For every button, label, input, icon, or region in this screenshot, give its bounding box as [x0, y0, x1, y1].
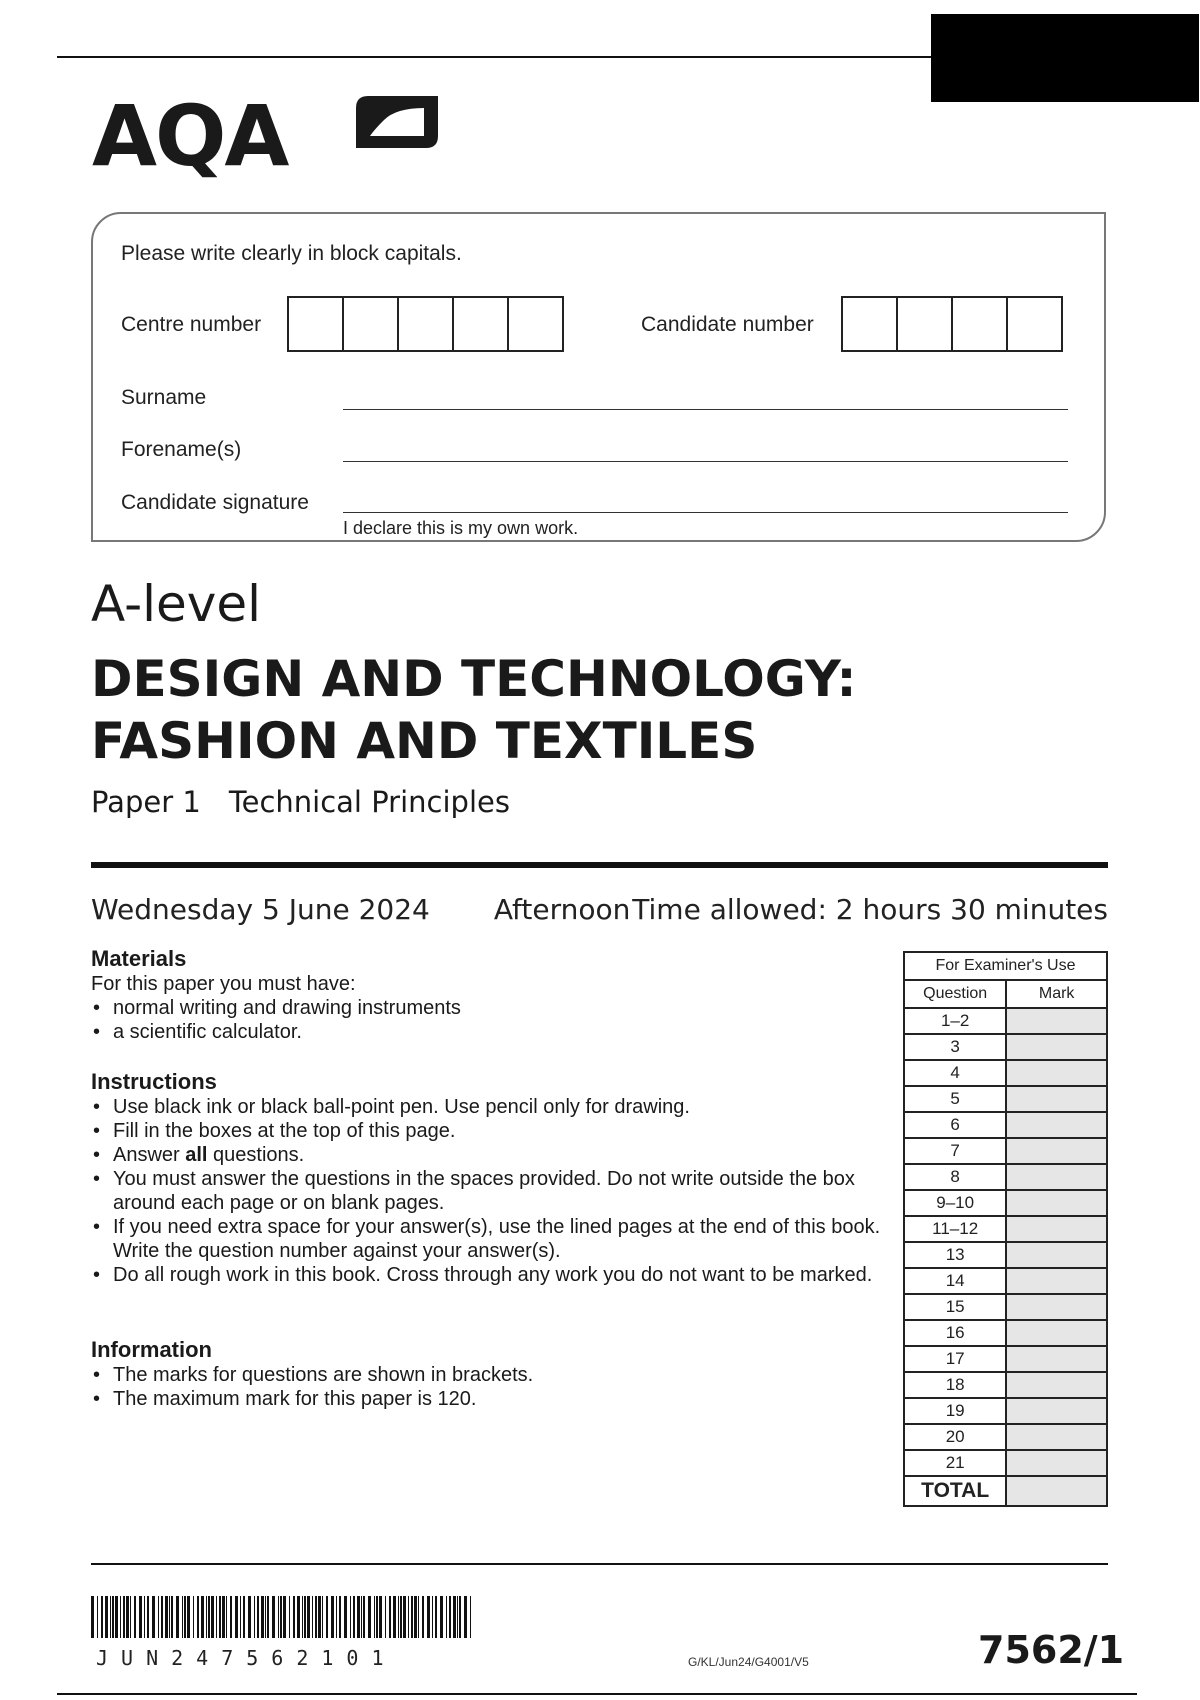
table-row [904, 1034, 1107, 1060]
barcode-bar [315, 1596, 317, 1638]
barcode-bar [302, 1596, 303, 1638]
mark-cell[interactable] [1006, 1138, 1107, 1164]
question-number-cell: 8 [904, 1164, 1006, 1190]
mark-cell[interactable] [1006, 1320, 1107, 1346]
barcode-bar [176, 1596, 179, 1638]
barcode-bar [171, 1596, 173, 1638]
redaction-block [931, 14, 1199, 102]
question-number-cell: 13 [904, 1242, 1006, 1268]
exam-date: Wednesday 5 June 2024 [91, 893, 430, 926]
question-number-cell: 9–10 [904, 1190, 1006, 1216]
barcode-bar [453, 1596, 456, 1638]
barcode-bar [226, 1596, 227, 1638]
information-section [91, 1337, 881, 1411]
bottom-rule [57, 1693, 1137, 1695]
list-item: • Use black ink or black ball-point pen. Use pencil only for drawing. [91, 1095, 881, 1119]
barcode-bar [344, 1596, 347, 1638]
barcode-bar [293, 1596, 295, 1638]
barcode-bar [161, 1596, 163, 1638]
list-item: • If you need extra space for your answer(s), use the lined pages at the end of this book. Write the question number against your answer(s). [91, 1215, 881, 1263]
table-row [904, 1086, 1107, 1112]
barcode-bar [101, 1596, 103, 1638]
barcode-bar [115, 1596, 118, 1638]
session-line [91, 893, 1108, 926]
barcode-bar [449, 1596, 451, 1638]
instructions-heading: Instructions [91, 1069, 217, 1094]
barcode-bar [350, 1596, 351, 1638]
table-row [904, 1164, 1107, 1190]
surname-field[interactable] [343, 409, 1068, 410]
forename-field[interactable] [343, 461, 1068, 462]
barcode-bar [339, 1596, 341, 1638]
barcode-digits: JUN247562101 [96, 1646, 397, 1670]
barcode-bar [446, 1596, 447, 1638]
barcode-bar [105, 1596, 108, 1638]
list-item: • normal writing and drawing instruments [91, 996, 881, 1020]
mark-cell[interactable] [1006, 1242, 1107, 1268]
barcode-bar [139, 1596, 142, 1638]
table-row [904, 1008, 1107, 1034]
barcode-bar [235, 1596, 238, 1638]
barcode-bar [403, 1596, 406, 1638]
question-number-cell: 5 [904, 1086, 1006, 1112]
question-number-cell: 17 [904, 1346, 1006, 1372]
barcode-bar [361, 1596, 362, 1638]
barcode-bar [152, 1596, 155, 1638]
barcode-bar [400, 1596, 402, 1638]
centre-number-label: Centre number [121, 313, 262, 336]
barcode-bar [126, 1596, 129, 1638]
barcode-bar [184, 1596, 186, 1638]
list-item: • The marks for questions are shown in brackets. [91, 1363, 881, 1387]
instructions-section [91, 1069, 881, 1287]
heavy-divider [91, 862, 1108, 868]
barcode-bar [182, 1596, 183, 1638]
barcode-bar [398, 1596, 399, 1638]
barcode-bar [418, 1596, 419, 1638]
centre-digit-box[interactable] [397, 296, 454, 352]
question-number-cell: 3 [904, 1034, 1006, 1060]
barcode-bar [374, 1596, 375, 1638]
table-row [904, 1372, 1107, 1398]
barcode-bar [297, 1596, 300, 1638]
materials-heading: Materials [91, 946, 187, 971]
time-allowed: Time allowed: 2 hours 30 minutes [632, 893, 1108, 926]
barcode-bar [158, 1596, 159, 1638]
mark-cell[interactable] [1006, 1112, 1107, 1138]
mark-cell[interactable] [1006, 1060, 1107, 1086]
barcode-bar [216, 1596, 217, 1638]
question-number-cell: 21 [904, 1450, 1006, 1476]
barcode-bar [110, 1596, 111, 1638]
mark-cell[interactable] [1006, 1086, 1107, 1112]
barcode-bar [440, 1596, 443, 1638]
total-row [904, 1476, 1107, 1506]
centre-digit-box[interactable] [507, 296, 564, 352]
centre-digit-box[interactable] [342, 296, 399, 352]
signature-field[interactable] [343, 512, 1068, 513]
paper-code: 7562/1 [978, 1628, 1125, 1672]
barcode-bar [435, 1596, 437, 1638]
subject-title [91, 648, 857, 772]
instructions-list [91, 1095, 881, 1287]
list-item: • You must answer the questions in the spaces provided. Do not write outside the box around each page or on blank pages. [91, 1167, 881, 1215]
table-row [904, 1112, 1107, 1138]
list-item: • Fill in the boxes at the top of this page. [91, 1119, 881, 1143]
centre-number-boxes[interactable] [289, 296, 564, 352]
examiner-table-title: For Examiner's Use [904, 952, 1107, 980]
barcode-bar [376, 1596, 378, 1638]
barcode-bar [363, 1596, 365, 1638]
list-item: • The maximum mark for this paper is 120. [91, 1387, 881, 1411]
barcode-bar [283, 1596, 286, 1638]
qualification-level: A-level [91, 575, 262, 633]
barcode-bar [457, 1596, 458, 1638]
barcode-bar [112, 1596, 114, 1638]
question-column-header: Question [904, 980, 1006, 1008]
mark-cell[interactable] [1006, 1450, 1107, 1476]
question-number-cell: 16 [904, 1320, 1006, 1346]
barcode-bar [322, 1596, 323, 1638]
signature-label: Candidate signature [121, 491, 309, 514]
subject-title-line-1: DESIGN AND TECHNOLOGY: [91, 650, 857, 708]
mark-cell[interactable] [1006, 1008, 1107, 1034]
mark-cell[interactable] [1006, 1424, 1107, 1450]
question-number-cell: 15 [904, 1294, 1006, 1320]
footer-divider [91, 1563, 1108, 1565]
barcode-bar [427, 1596, 430, 1638]
barcode-bar [280, 1596, 282, 1638]
barcode-bar [265, 1596, 266, 1638]
barcode [91, 1596, 473, 1638]
mark-cell[interactable] [1006, 1346, 1107, 1372]
barcode-bar [385, 1596, 386, 1638]
paper-title [91, 785, 510, 819]
answer-text-bold: all [185, 1144, 208, 1166]
barcode-bar [91, 1596, 94, 1638]
barcode-bar [165, 1596, 168, 1638]
mark-cell[interactable] [1006, 1034, 1107, 1060]
mark-cell[interactable] [1006, 1372, 1107, 1398]
table-row [904, 1424, 1107, 1450]
surname-label: Surname [121, 386, 207, 409]
table-row [904, 1294, 1107, 1320]
candidate-digit-box[interactable] [896, 296, 953, 352]
total-mark-cell[interactable] [1006, 1476, 1107, 1506]
answer-text-pre: Answer [113, 1144, 186, 1166]
question-number-cell: 6 [904, 1112, 1006, 1138]
barcode-bar [208, 1596, 210, 1638]
question-number-cell: 1–2 [904, 1008, 1006, 1034]
barcode-bar [261, 1596, 264, 1638]
answer-text-post: questions. [207, 1144, 305, 1166]
subject-title-line-2: FASHION AND TEXTILES [91, 712, 758, 770]
barcode-bar [307, 1596, 310, 1638]
barcode-bar [230, 1596, 232, 1638]
document-reference: G/KL/Jun24/G4001/V5 [688, 1655, 809, 1669]
barcode-bar [130, 1596, 131, 1638]
barcode-bar [459, 1596, 461, 1638]
table-row [904, 1346, 1107, 1372]
list-item: • a scientific calculator. [91, 1020, 881, 1044]
barcode-bar [97, 1596, 98, 1638]
question-number-cell: 4 [904, 1060, 1006, 1086]
mark-cell[interactable] [1006, 1216, 1107, 1242]
total-label: TOTAL [904, 1476, 1006, 1506]
logo-text: AQA [92, 87, 288, 185]
candidate-digit-box[interactable] [841, 296, 898, 352]
table-row [904, 1398, 1107, 1424]
barcode-bar [464, 1596, 467, 1638]
declaration-text: I declare this is my own work. [343, 518, 579, 538]
materials-list [91, 996, 881, 1044]
barcode-bar [120, 1596, 121, 1638]
barcode-bar [318, 1596, 321, 1638]
barcode-bar [197, 1596, 199, 1638]
exam-session: Afternoon [493, 893, 631, 926]
examiner-use-table [903, 951, 1108, 1507]
information-heading: Information [91, 1337, 212, 1362]
barcode-bar [432, 1596, 433, 1638]
question-number-cell: 7 [904, 1138, 1006, 1164]
barcode-bar [219, 1596, 221, 1638]
paper-name: Technical Principles [228, 785, 510, 819]
barcode-bar [304, 1596, 306, 1638]
question-number-cell: 18 [904, 1372, 1006, 1398]
barcode-bar [379, 1596, 382, 1638]
leaf-icon [346, 90, 444, 152]
barcode-bar [222, 1596, 225, 1638]
barcode-bar [123, 1596, 125, 1638]
barcode-bar [169, 1596, 170, 1638]
candidate-number-label: Candidate number [641, 313, 814, 336]
table-row [904, 1060, 1107, 1086]
forename-label: Forename(s) [121, 438, 242, 461]
centre-digit-box[interactable] [452, 296, 509, 352]
barcode-bar [357, 1596, 360, 1638]
barcode-bar [470, 1596, 471, 1638]
list-item [91, 1143, 881, 1167]
barcode-bar [206, 1596, 207, 1638]
question-number-cell: 11–12 [904, 1216, 1006, 1242]
table-row [904, 1138, 1107, 1164]
table-row [904, 1320, 1107, 1346]
barcode-bar [422, 1596, 424, 1638]
barcode-bar [147, 1596, 149, 1638]
barcode-bar [368, 1596, 371, 1638]
barcode-bar [257, 1596, 259, 1638]
barcode-bar [289, 1596, 290, 1638]
candidate-digit-box[interactable] [1006, 296, 1063, 352]
mark-cell[interactable] [1006, 1190, 1107, 1216]
barcode-bar [414, 1596, 417, 1638]
barcode-bar [254, 1596, 255, 1638]
barcode-bar [312, 1596, 313, 1638]
candidate-digit-box[interactable] [951, 296, 1008, 352]
barcode-bar [278, 1596, 279, 1638]
barcode-bar [272, 1596, 275, 1638]
table-row [904, 1190, 1107, 1216]
candidate-number-boxes[interactable] [843, 296, 1063, 352]
barcode-bar [240, 1596, 241, 1638]
mark-column-header: Mark [1006, 980, 1107, 1008]
table-row [904, 1216, 1107, 1242]
table-row [904, 1450, 1107, 1476]
barcode-bar [353, 1596, 355, 1638]
information-list [91, 1363, 881, 1411]
barcode-bar [326, 1596, 328, 1638]
question-number-cell: 14 [904, 1268, 1006, 1294]
mark-cell[interactable] [1006, 1164, 1107, 1190]
barcode-bar [336, 1596, 337, 1638]
barcode-bar [144, 1596, 145, 1638]
mark-cell[interactable] [1006, 1398, 1107, 1424]
barcode-bar [201, 1596, 204, 1638]
question-number-cell: 20 [904, 1424, 1006, 1450]
barcode-bar [134, 1596, 136, 1638]
barcode-bar [411, 1596, 413, 1638]
materials-intro: For this paper you must have: [91, 973, 356, 995]
barcode-bar [243, 1596, 245, 1638]
barcode-bar [187, 1596, 190, 1638]
materials-section [91, 946, 881, 1044]
paper-number: Paper 1 [91, 785, 201, 819]
centre-digit-box[interactable] [287, 296, 344, 352]
barcode-bar [193, 1596, 194, 1638]
table-row [904, 1242, 1107, 1268]
barcode-bar [248, 1596, 251, 1638]
barcode-bar [408, 1596, 409, 1638]
block-capitals-instruction: Please write clearly in block capitals. [121, 242, 462, 265]
mark-cell[interactable] [1006, 1294, 1107, 1320]
table-row [904, 1268, 1107, 1294]
mark-cell[interactable] [1006, 1268, 1107, 1294]
barcode-bar [393, 1596, 396, 1638]
candidate-details-box [91, 212, 1106, 542]
barcode-bar [389, 1596, 391, 1638]
list-item: • Do all rough work in this book. Cross through any work you do not want to be marked. [91, 1263, 881, 1287]
barcode-bar [267, 1596, 269, 1638]
question-number-cell: 19 [904, 1398, 1006, 1424]
barcode-bar [331, 1596, 334, 1638]
barcode-bar [211, 1596, 214, 1638]
